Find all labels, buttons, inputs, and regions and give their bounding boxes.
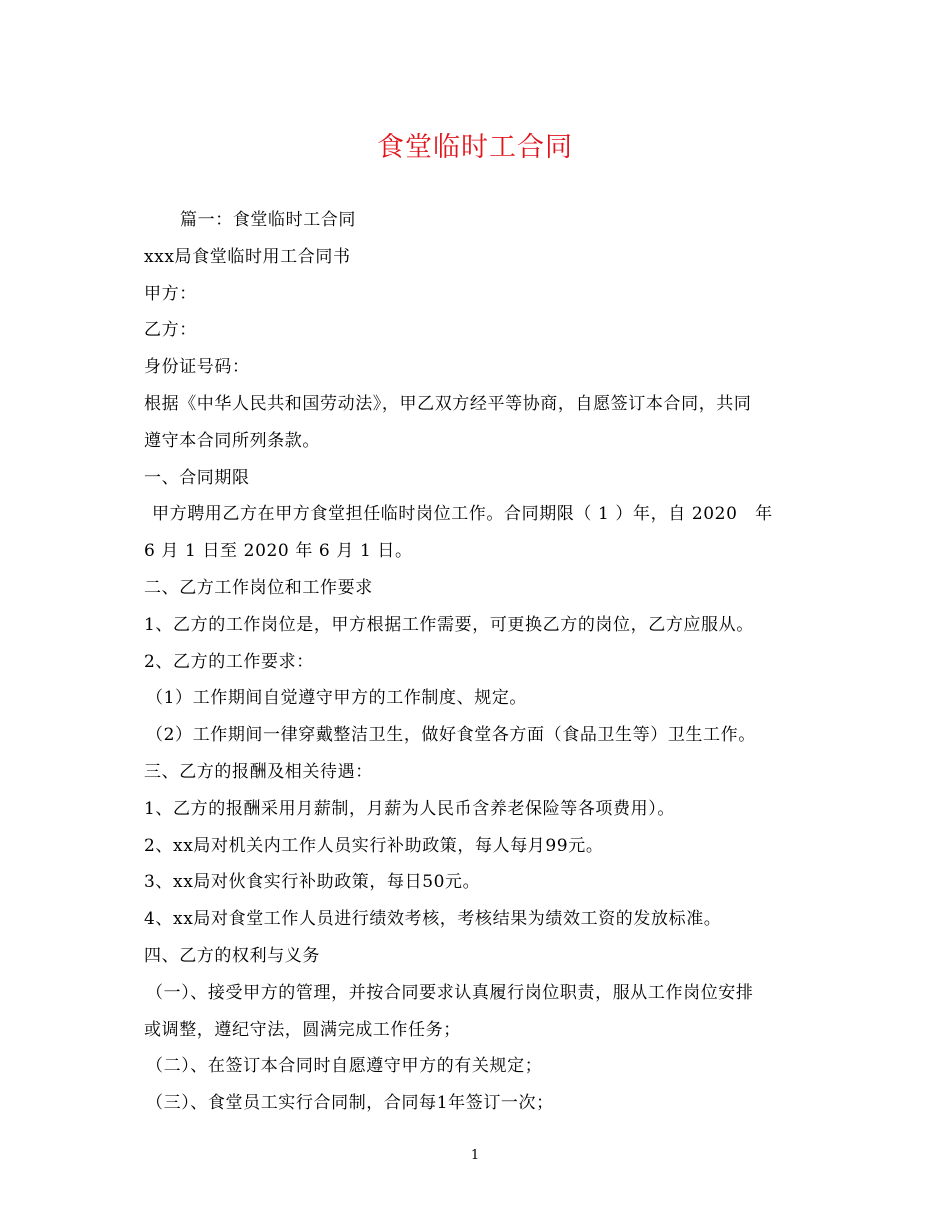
paragraph-line: 遵守本合同所列条款。 <box>144 430 320 451</box>
paragraph-line: 6 月 1 日至 2020 年 6 月 1 日。 <box>144 541 413 562</box>
document-title: 食堂临时工合同 <box>377 132 573 163</box>
paragraph-line: 甲方聘用乙方在甲方食堂担任临时岗位工作。合同期限（ 1 ）年，自 2020 年 <box>152 504 773 525</box>
paragraph-line: 2、xx局对机关内工作人员实行补助政策，每人每月99元。 <box>144 835 604 856</box>
clause-heading: 四、乙方的权利与义务 <box>144 945 320 966</box>
paragraph-line: 根据《中华人民共和国劳动法》，甲乙双方经平等协商，自愿签订本合同，共同 <box>144 393 752 414</box>
page-number: 1 <box>470 1148 480 1163</box>
clause-heading: 二、乙方工作岗位和工作要求 <box>144 577 373 598</box>
paragraph-line: （三）、食堂员工实行合同制，合同每1年签订一次； <box>146 1093 554 1114</box>
paragraph-line: 1、乙方的报酬采用月薪制，月薪为人民币含养老保险等各项费用）。 <box>144 798 675 819</box>
party-b-line: 乙方： <box>144 320 197 341</box>
id-number-line: 身份证号码： <box>144 357 250 378</box>
document-body <box>144 202 804 1122</box>
paragraph-line: 4、xx局对食堂工作人员进行绩效考核，考核结果为绩效工资的发放标准。 <box>144 909 722 930</box>
paragraph-line: （2）工作期间一律穿戴整洁卫生，做好食堂各方面（食品卫生等）卫生工作。 <box>146 725 756 746</box>
paragraph-line: （一）、接受甲方的管理，并按合同要求认真履行岗位职责，服从工作岗位安排 <box>146 982 754 1003</box>
paragraph-line: 或调整，遵纪守法，圆满完成工作任务； <box>144 1019 461 1040</box>
party-a-line: 甲方： <box>144 283 197 304</box>
clause-heading: 三、乙方的报酬及相关待遇： <box>144 761 373 782</box>
clause-heading: 一、合同期限 <box>144 467 250 488</box>
paragraph-line: （二）、在签订本合同时自愿遵守甲方的有关规定； <box>146 1056 543 1077</box>
paragraph-line: 3、xx局对伙食实行补助政策，每日50元。 <box>144 872 481 893</box>
section-heading: 篇一：食堂临时工合同 <box>180 210 356 230</box>
paragraph-line: （1）工作期间自觉遵守甲方的工作制度、规定。 <box>146 688 528 709</box>
paragraph-line: 1、乙方的工作岗位是，甲方根据工作需要，可更换乙方的岗位，乙方应服从。 <box>144 614 754 635</box>
contract-heading: xxx局食堂临时用工合同书 <box>144 246 351 267</box>
paragraph-line: 2、乙方的工作要求： <box>144 651 314 672</box>
